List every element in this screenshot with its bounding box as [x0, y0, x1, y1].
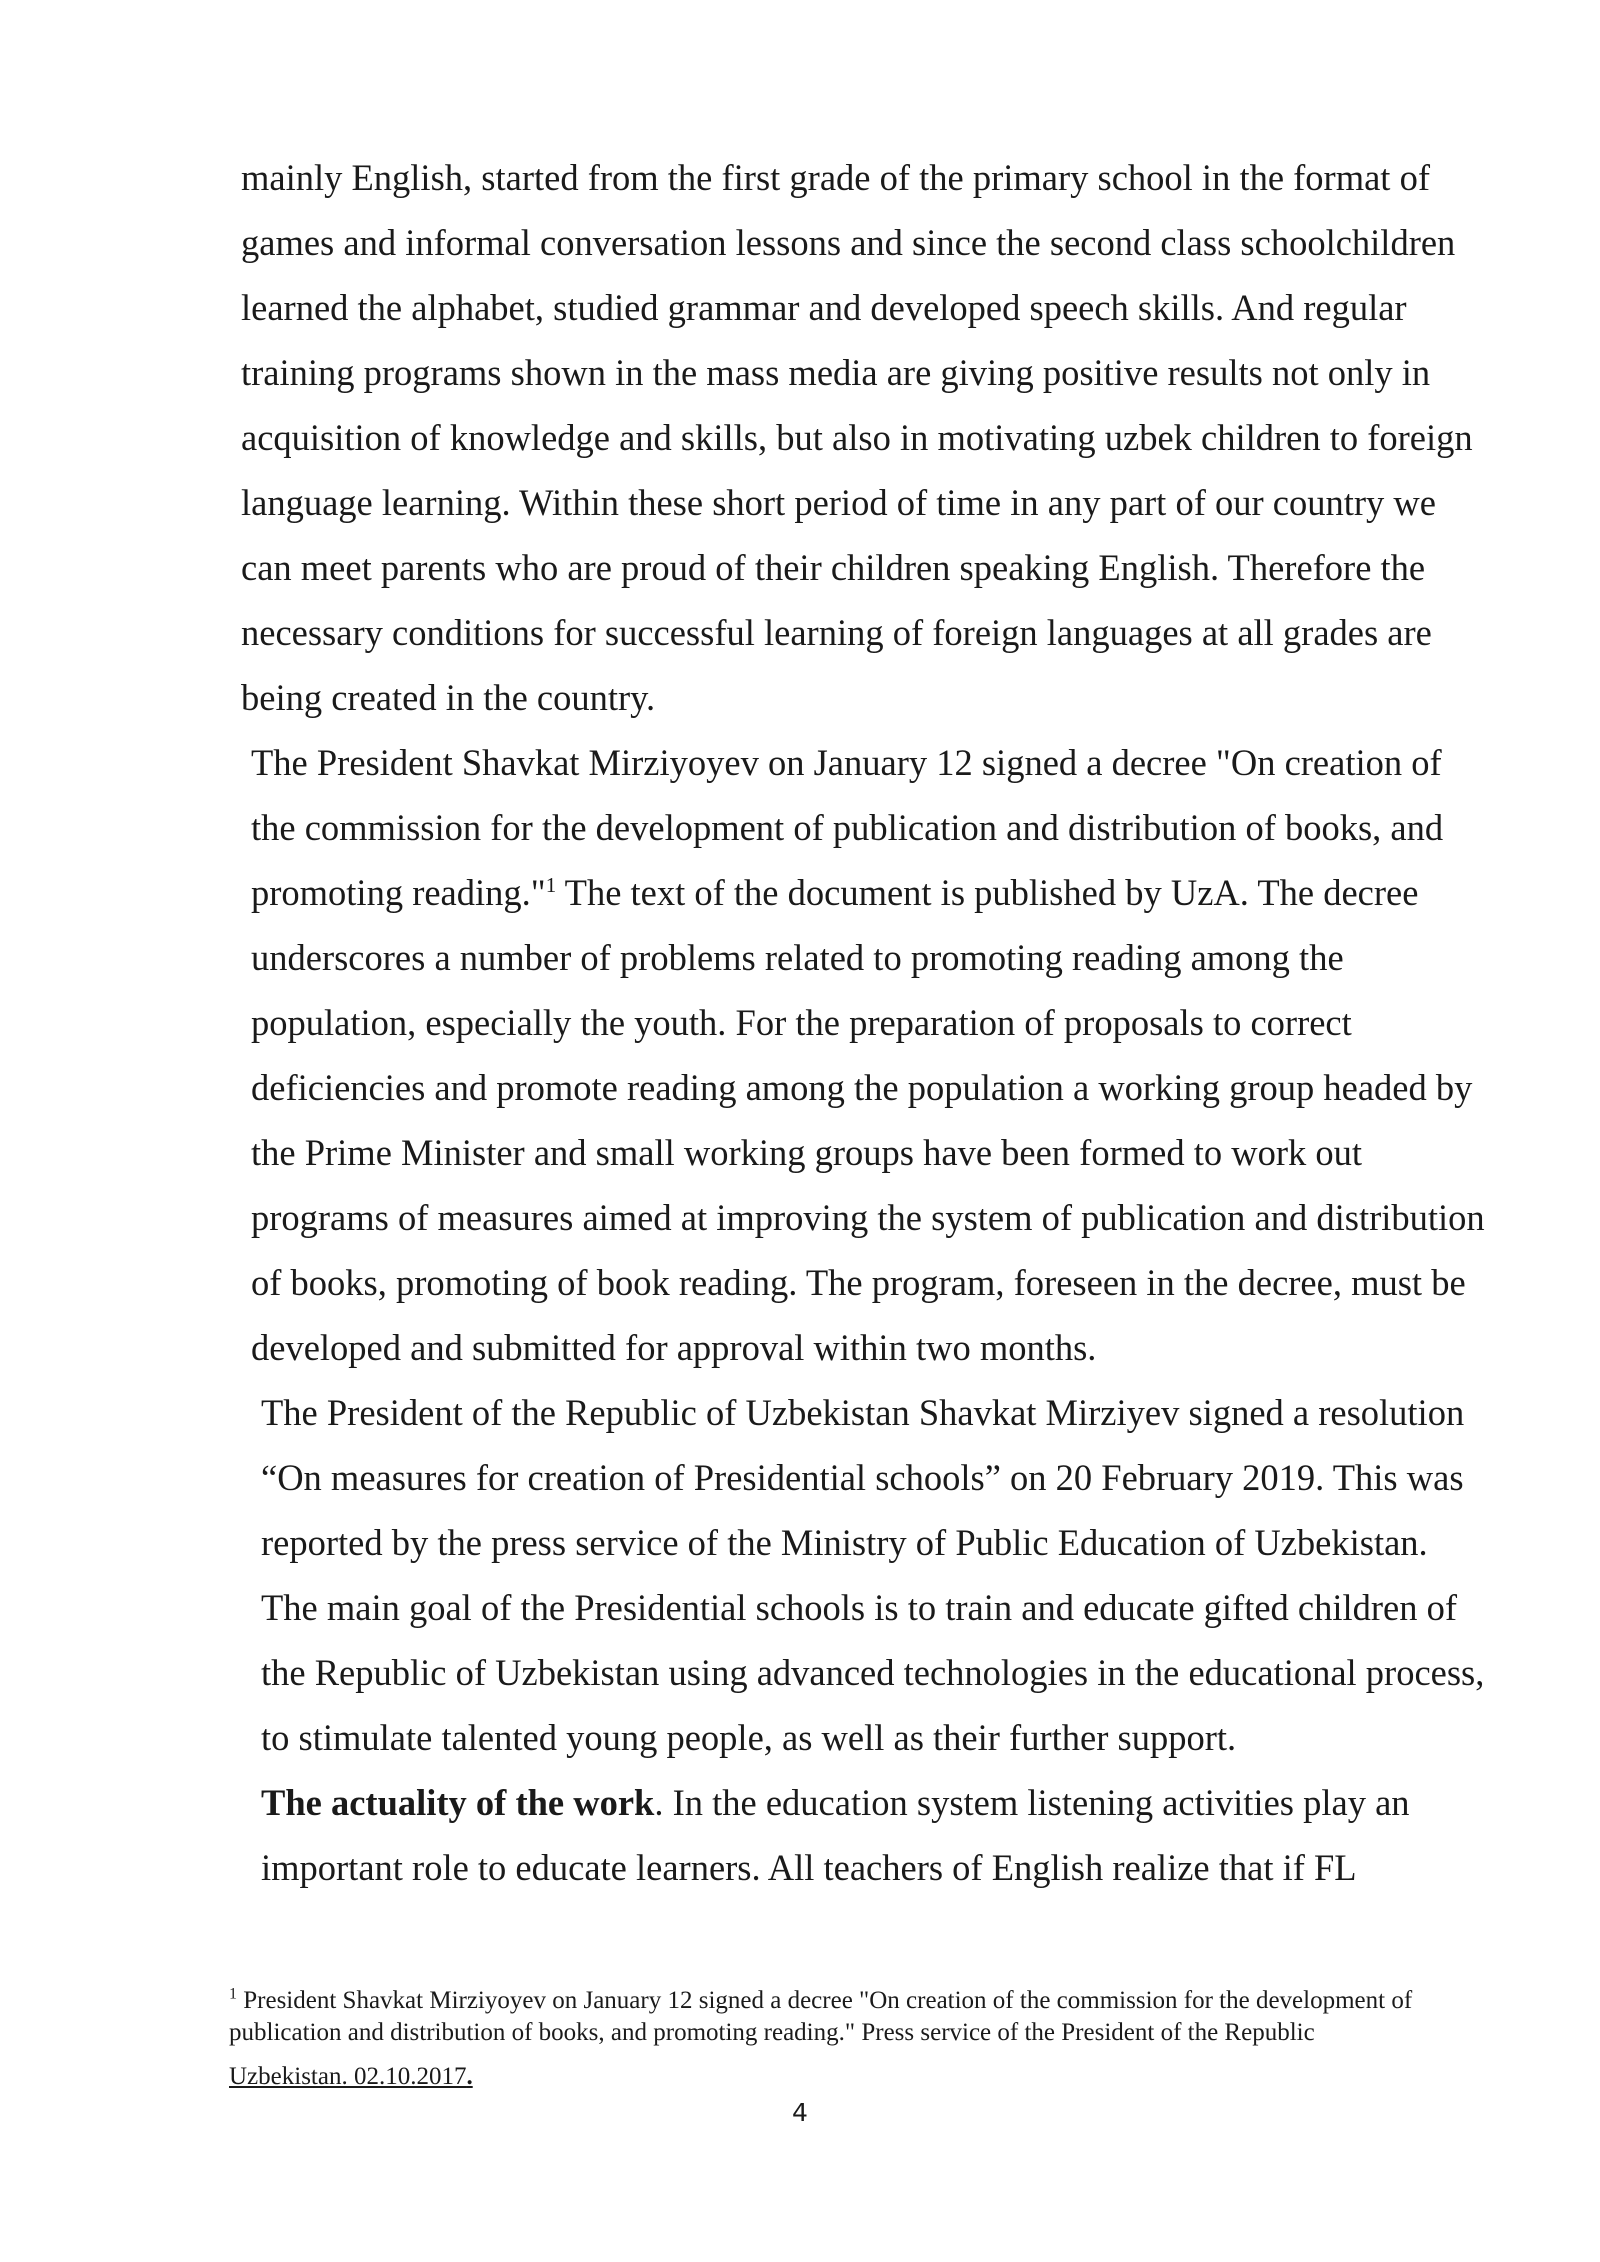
footnote [229, 1985, 1499, 2093]
footnote-mark: 1 [229, 1985, 237, 2003]
footnote-text: President Shavkat Mirziyoyev on January 12 signed a decree "On creation of the commission for the development of publication and distribution of books, and promoting reading." Press service of the President of the Republic [229, 1987, 1413, 2046]
paragraph-1: mainly English, started from the first grade of the primary school in the format of games and informal conversation lessons and since the second class schoolchildren learned the alphabet, studied grammar and developed speech skills. And regular training programs shown in the mass media are giving positive results not only in acquisition of knowledge and skills, but also in motivating uzbek children to foreign language learning. Within these short period of time in any part of our country we can meet parents who are proud of their children speaking English. Therefore the necessary conditions for successful learning of foreign languages at all grades are being created in the country. [241, 157, 1473, 718]
footnote-reference[interactable]: 1 [545, 872, 557, 897]
page-number: 4 [792, 2098, 808, 2127]
footnote-date-link[interactable]: Uzbekistan. 02.10.2017 [229, 2063, 467, 2090]
footnote-date-suffix: . [466, 2063, 473, 2090]
body-text [241, 145, 1491, 1900]
paragraph-2-text-a: The President Shavkat Mirziyoyev on January 12 signed a decree "On creation of the commission for the development of publication and distribution of books, and promoting reading." [251, 742, 1444, 913]
actuality-heading: The actuality of the work [261, 1782, 655, 1823]
paragraph-3: The President of the Republic of Uzbekistan Shavkat Mirziyev signed a resolution “On measures for creation of Presidential schools” on 20 February 2019. This was reported by the press service of the Ministry of Public Education of Uzbekistan. The main goal of the Presidential schools is to train and educate gifted children of the Republic of Uzbekistan using advanced technologies in the educational process, to stimulate talented young people, as well as their further support. [261, 1392, 1485, 1758]
paragraph-4-text: . In the education system listening activities play an important role to educate learners. All teachers of English realize that if FL [261, 1782, 1410, 1888]
paragraph-2 [241, 730, 1491, 1380]
footnote-date-line [229, 2061, 473, 2093]
paragraph-4 [241, 1770, 1491, 1900]
paragraph-2-text-b: The text of the document is published by UzA. The decree underscores a number of problems related to promoting reading among the population, especially the youth. For the preparation of proposals to correct deficiencies and promote reading among the population a working group headed by the Prime Minister and small working groups have been formed to work out programs of measures aimed at improving the system of publication and distribution of books, promoting of book reading. The program, foreseen in the decree, must be developed and submitted for approval within two months. [251, 872, 1485, 1368]
